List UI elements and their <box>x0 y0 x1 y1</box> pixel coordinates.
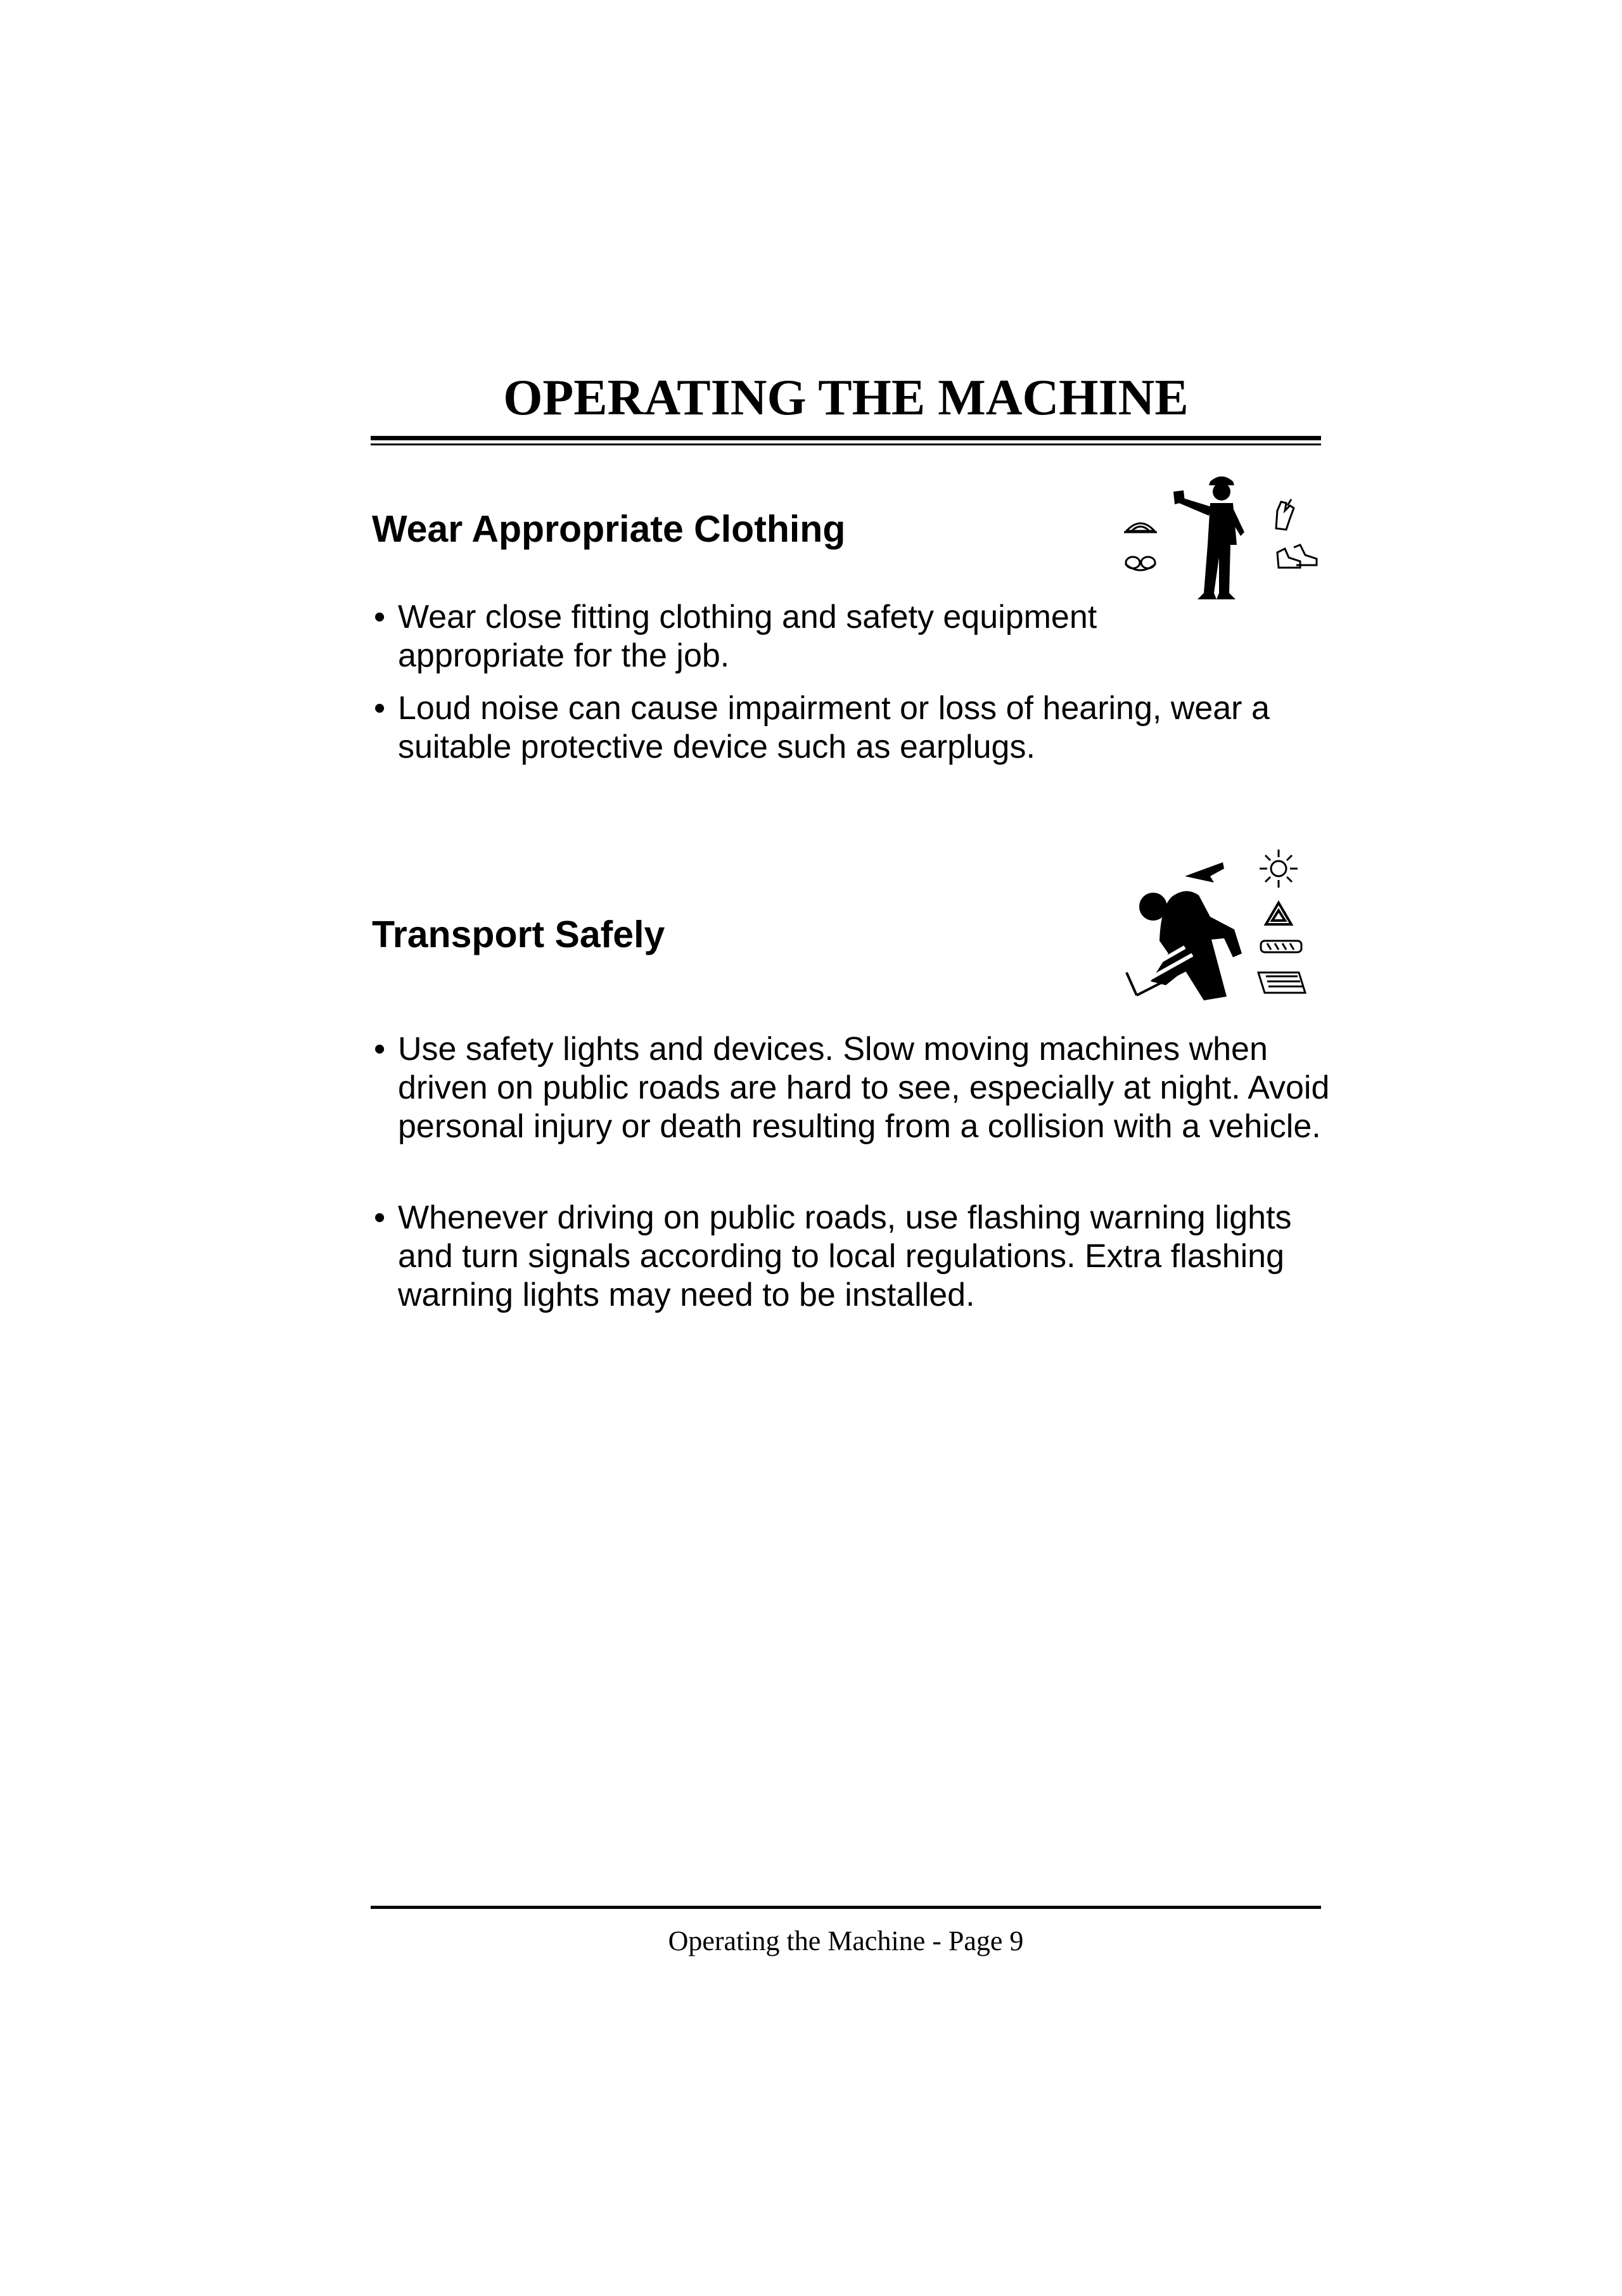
bullet-text: Use safety lights and devices. Slow moving machines when driven on public roads are hard to see, especially at night. Avoid personal injury or death resulting from a collision with a vehicle. <box>398 1031 1330 1145</box>
title-rule-thick <box>371 436 1321 440</box>
title-rule-thin <box>371 443 1321 445</box>
bullet-text: Wear close fitting clothing and safety equipment appropriate for the job. <box>398 599 1097 674</box>
bullet-text: Loud noise can cause impairment or loss of hearing, wear a suitable protective device such as earplugs. <box>398 690 1270 765</box>
bullet-transport-2 <box>374 1199 1348 1315</box>
bullet-glyph: • <box>374 1199 386 1236</box>
footer-rule <box>371 1906 1321 1909</box>
bullet-text: Whenever driving on public roads, use flashing warning lights and turn signals according to local regulations. Extra flashing warning lights may need to be installed. <box>398 1199 1292 1313</box>
bullet-clothing-1 <box>374 598 1127 675</box>
bullet-transport-1 <box>374 1030 1348 1146</box>
page-footer: Operating the Machine - Page 9 <box>668 1925 1024 1956</box>
section-heading-clothing: Wear Appropriate Clothing <box>372 508 846 550</box>
section-heading-transport: Transport Safely <box>372 914 665 955</box>
bullet-clothing-2 <box>374 689 1348 767</box>
worker-with-safety-gear-icon <box>1115 469 1324 615</box>
page-title: OPERATING THE MACHINE <box>503 370 1189 426</box>
bullet-glyph: • <box>374 1031 386 1068</box>
collision-warning-icon <box>1115 846 1312 1020</box>
bullet-glyph: • <box>374 690 386 727</box>
bullet-glyph: • <box>374 599 386 635</box>
